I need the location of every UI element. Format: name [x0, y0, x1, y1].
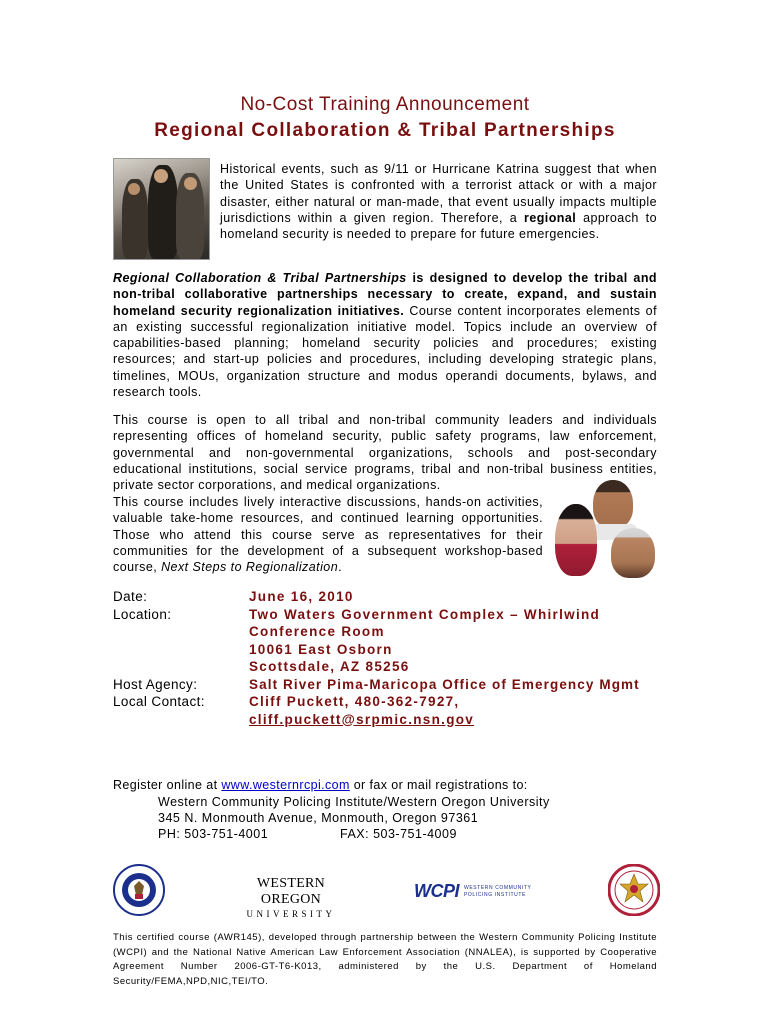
wou-logo-line2: UNIVERSITY [246, 909, 336, 919]
registration-address: 345 N. Monmouth Avenue, Monmouth, Oregon 97361 [158, 811, 479, 825]
community-leaders-photo [555, 480, 657, 578]
registration-info [113, 777, 528, 793]
course-features-text: This course includes lively interactive discussions, hands-on activities, valuable take-home resources, and continued learning opportunities. Those who attend this course serve as representatives for their communities for the development of a subsequent workshop-based course, [113, 495, 543, 575]
date-label: Date: [113, 589, 148, 604]
wcpi-logo [414, 881, 534, 903]
intro-text: Historical events, such as 9/11 or Hurricane Katrina suggest that when the United States is confronted with a terrorist attack or with a major disaster, either natural or man-made, that event usually impacts multiple jurisdictions within a given region. Therefore, a [220, 162, 657, 225]
host-agency-value: Salt River Pima-Maricopa Office of Emergency Mgmt [249, 676, 640, 692]
registration-phone: PH: 503-751-4001 [158, 827, 269, 841]
location-line-1: Two Waters Government Complex – Whirlwind [249, 606, 601, 622]
location-label: Location: [113, 606, 172, 622]
intro-paragraph [220, 161, 657, 242]
course-title-italic: Regional Collaboration & Tribal Partnerships [113, 271, 407, 285]
host-agency-label: Host Agency: [113, 676, 198, 692]
registration-org: Western Community Policing Institute/Western Oregon University [158, 795, 550, 809]
audience-paragraph: This course is open to all tribal and non-tribal community leaders and individuals representing offices of homeland security, public safety programs, law enforcement, governmental and non-governmental organizations, schools and post-secondary educational institutions, social service programs, tribal and non-tribal business entities, private sector corporations, and medical organizations. [113, 413, 657, 493]
location-line-4: Scottsdale, AZ 85256 [249, 659, 410, 674]
course-content-text: Course content incorporates elements of an existing successful regionalization initiative model. Topics include an overview of capabilities-based planning; homeland security policies and procedures; existing resources; and start-up policies and procedures, including developing strategic plans, timelines, MOUs, organization structure and modus operandi documents, bylaws, and research tools. [113, 303, 657, 400]
wou-logo-line1: WESTERN OREGON [256, 876, 326, 907]
wcpi-logo-subtitle-2: POLICING INSTITUTE [464, 892, 526, 898]
wcpi-logo-text: WCPI [414, 881, 459, 901]
course-summary-bold: is designed to develop the tribal and non-tribal collaborative partnerships necessary to create, expand, and sustain homeland security regionalization initiatives. [113, 271, 657, 318]
local-contact-value: Cliff Puckett, 480-362-7927, [249, 694, 460, 709]
description-paragraph [113, 270, 657, 400]
footer-note: This certified course (AWR145), developed through partnership between the Western Community Policing Institute (WCPI) and the National Native American Law Enforcement Association (NNALEA), is supported by Cooperative Agreement Number 2006-GT-T6-K013, administered by the U.S. Department of Homeland Security/FEMA,NPD,NIC,TEI/TO. [113, 932, 657, 987]
intro-bold-word: regional [524, 210, 577, 225]
page-title: No-Cost Training Announcement [240, 94, 530, 115]
sentence-end: . [338, 560, 343, 575]
register-suffix: or fax or mail registrations to: [349, 778, 528, 792]
page-subtitle: Regional Collaboration & Tribal Partnerships [154, 120, 616, 141]
register-prefix: Register online at [113, 778, 222, 792]
register-url-link[interactable]: www.westernrcpi.com [221, 778, 350, 792]
dhs-seal-logo [113, 864, 165, 916]
nnalea-seal-logo [608, 864, 660, 916]
intro-text-end: approach to homeland security is needed to prepare for future emergencies. [220, 210, 657, 242]
course-features-paragraph [113, 494, 543, 575]
registration-fax: FAX: 503-751-4009 [340, 827, 457, 841]
next-course-title: Next Steps to Regionalization [161, 560, 339, 575]
location-line-2: Conference Room [249, 624, 385, 639]
contact-email-link[interactable]: cliff.puckett@srpmic.nsn.gov [249, 711, 475, 727]
wcpi-logo-subtitle-1: WESTERN COMMUNITY [464, 885, 532, 891]
date-value: June 16, 2010 [249, 589, 354, 604]
responders-photo [113, 158, 210, 260]
wou-logo [228, 876, 354, 919]
local-contact-label: Local Contact: [113, 694, 205, 709]
location-line-3: 10061 East Osborn [249, 641, 393, 657]
